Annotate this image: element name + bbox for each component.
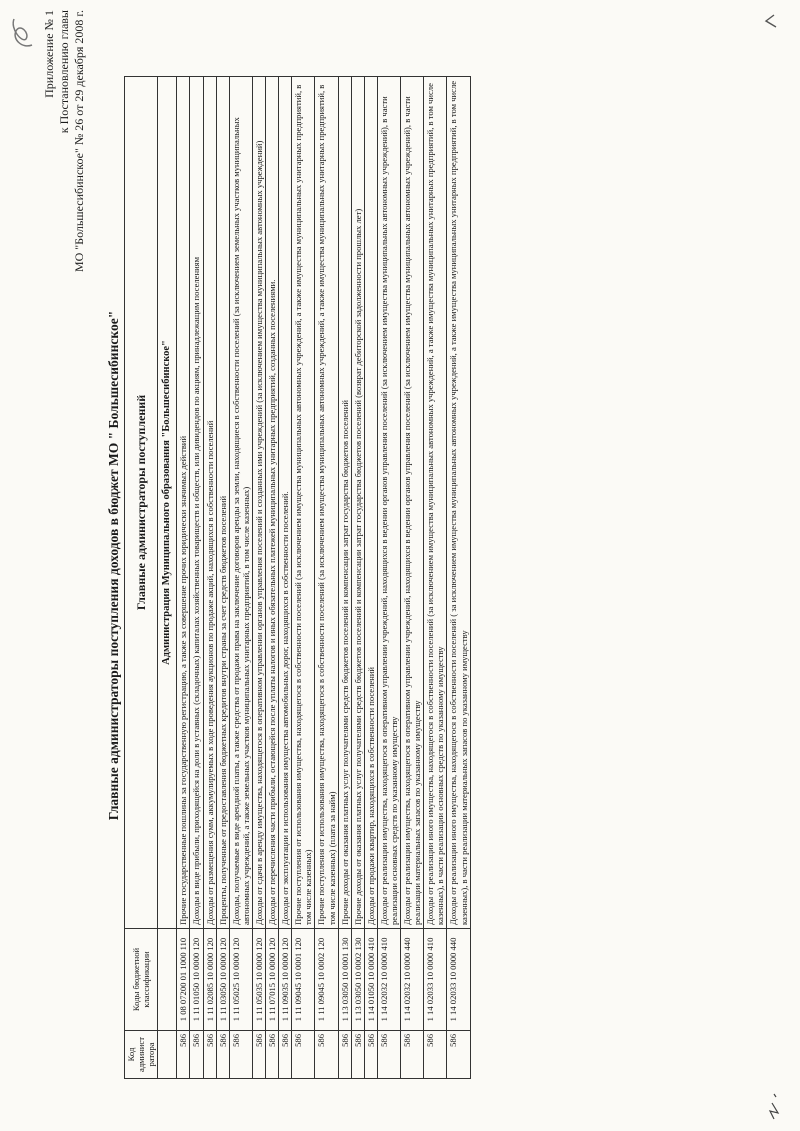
admin-code-cell: 586 [424,1031,447,1079]
administrators-table [124,76,471,1079]
budget-code-cell: 1 14 02032 10 0000 440 [401,929,424,1031]
revenue-name-cell: Доходы от реализации иного имущества, находящегося в собственности поселений (за исключением имущества муниципальных автономных учреждений, а также имущества муниципальных унитарных предприятий, в том числе казенных), в части реализации основных средств по указанному имуществу [424,77,447,929]
admin-code-cell: 586 [229,1031,252,1079]
table-row [252,77,265,1079]
budget-code-cell: 1 14 02033 10 0000 440 [447,929,470,1031]
revenue-name-cell: Доходы, получаемые в виде арендной платы, а также средства от продажи права на заключение договоров аренды за земли, находящиеся в собственности поселений (за исключением земельных участков муниципальных автономных учреждений, а также земельных участков муниципальных унитарных предприятий, в том числе казенных) [229,77,252,929]
admin-code-cell: 586 [252,1031,265,1079]
table-row [266,77,279,1079]
table-row [351,77,364,1079]
table-row [447,77,470,1079]
table-header-row [125,77,158,1079]
table-row [424,77,447,1079]
table-row [315,77,338,1079]
revenue-name-cell: Доходы в виде прибыли, приходящейся на доли в уставных (складочных) капиталах хозяйственных товариществ и обществ, или дивидендов по акциям, принадлежащим поселениям [190,77,203,929]
table-row [177,77,190,1079]
section-empty-cell [158,929,177,1031]
appendix-line-1: Приложение № 1 [42,10,56,98]
page-title: Главные администраторы поступления доходов в бюджет МО " Большесибинское" [106,310,121,821]
admin-code-cell: 586 [315,1031,338,1079]
pen-mark-icon [760,1083,786,1123]
revenue-name-cell: Прочие доходы от оказания платных услуг получателями средств бюджетов поселений и компенсации затрат государства бюджетов поселений (возврат дебиторской задолженности прошлых лет) [351,77,364,929]
table-row [229,77,252,1079]
budget-code-cell: 1 14 02032 10 0000 410 [377,929,400,1031]
table-row [401,77,424,1079]
budget-code-cell: 1 14 01050 10 0000 410 [364,929,377,1031]
table-row [364,77,377,1079]
budget-code-cell: 1 11 02085 10 0000 120 [203,929,216,1031]
admin-code-cell: 586 [203,1031,216,1079]
appendix-note [42,10,87,272]
admin-code-cell: 586 [447,1031,470,1079]
revenue-name-cell: Проценты, полученные от предоставления бюджетных кредитов внутри страны за счет средств бюджетов поселений [216,77,229,929]
budget-code-cell: 1 11 09045 10 0002 120 [315,929,338,1031]
budget-code-cell: 1 11 09035 10 0000 120 [279,929,292,1031]
revenue-name-cell: Прочие поступления от использования имущества, находящегося в собственности поселений (за исключением имущества муниципальных автономных учреждений, а также имущества муниципальных унитарных предприятий, в том числе казенных) [292,77,315,929]
section-title: Администрация Муниципального образования "Большесибинское" [158,77,177,929]
appendix-line-3: МО "Большесибинское" № 26 от 29 декабря 2008 г. [72,10,86,273]
budget-code-cell: 1 14 02033 10 0000 410 [424,929,447,1031]
handwritten-mark-icon [6,13,40,53]
admin-code-cell: 586 [401,1031,424,1079]
budget-code-cell: 1 11 05035 10 0000 120 [252,929,265,1031]
appendix-line-2: к Постановлению главы [57,10,71,134]
budget-code-cell: 1 11 01050 10 0000 120 [190,929,203,1031]
table-row [190,77,203,1079]
admin-code-cell: 586 [377,1031,400,1079]
table-row [377,77,400,1079]
admin-code-cell: 586 [190,1031,203,1079]
table-row [338,77,351,1079]
budget-code-cell: 1 11 07015 10 0000 120 [266,929,279,1031]
admin-code-cell: 586 [338,1031,351,1079]
header-administrators: Главные администраторы поступлений [125,77,158,929]
admin-code-cell: 586 [177,1031,190,1079]
budget-code-cell: 1 11 03050 10 0000 120 [216,929,229,1031]
table-row [216,77,229,1079]
table-row [292,77,315,1079]
revenue-name-cell: Прочие государственные пошлины за государственную регистрацию, а также за совершение прочих юридически значимых действий [177,77,190,929]
header-admin-code: Код админист ратора [125,1031,158,1079]
admin-code-cell: 586 [292,1031,315,1079]
revenue-name-cell: Доходы от реализации иного имущества, находящегося в собственности поселений ( за исключением имущества муниципальных автономных учреждений, а также имущества муниципальных унитарных предприятий, в том числе казенных), в части реализации материальных запасов по указанному имуществу [447,77,470,929]
corner-mark-icon [758,9,780,31]
admin-code-cell: 586 [279,1031,292,1079]
table-row [203,77,216,1079]
revenue-name-cell: Доходы от реализации имущества, находящегося в оперативном управлении учреждений, находящихся в ведении органов управления поселений (за исключением имущества муниципальных автономных учреждений), в части реализации основных средств по указанному имуществу [377,77,400,929]
revenue-name-cell: Доходы от размещения сумм, аккумулируемых в ходе проведения аукционов по продаже акций, находящихся в собственности поселений [203,77,216,929]
table-row [279,77,292,1079]
admin-code-cell: 586 [364,1031,377,1079]
budget-code-cell: 1 13 03050 10 0001 130 [338,929,351,1031]
header-budget-codes: Коды бюджетной классификации [125,929,158,1031]
admin-code-cell: 586 [351,1031,364,1079]
section-row [158,77,177,1079]
revenue-name-cell: Доходы от эксплуатации и использования имущества автомобильных дорог, находящихся в собственности поселений. [279,77,292,929]
admin-code-cell: 586 [266,1031,279,1079]
revenue-name-cell: Доходы от продажи квартир, находящихся в собственности поселений [364,77,377,929]
budget-code-cell: 1 11 09045 10 0001 120 [292,929,315,1031]
admin-code-cell: 586 [216,1031,229,1079]
revenue-name-cell: Прочие доходы от оказания платных услуг получателями средств бюджетов поселений и компенсации затрат государства бюджетов поселений [338,77,351,929]
section-empty-cell [158,1031,177,1079]
revenue-name-cell: Доходы от сдачи в аренду имущества, находящегося в оперативном управлении органов управления поселений и созданных ими учреждений (за исключением имущества муниципальных автономных учреждений) [252,77,265,929]
budget-code-cell: 1 11 05025 10 0000 120 [229,929,252,1031]
revenue-name-cell: Доходы от реализации имущества, находящегося в оперативном управлении учреждений, находящихся в ведении органов управления поселений (за исключением имущества муниципальных автономных учреждений), в части реализации материальных запасов по указанному имуществу [401,77,424,929]
budget-code-cell: 1 13 03050 10 0002 130 [351,929,364,1031]
revenue-name-cell: Прочие поступления от использования имущества, находящегося в собственности поселений (за исключением имущества муниципальных автономных учреждений, а также имущества муниципальных унитарных предприятий, в том числе казенных) (плата за найм) [315,77,338,929]
budget-code-cell: 1 08 07200 01 1000 110 [177,929,190,1031]
revenue-name-cell: Доходы от перечисления части прибыли, остающейся после уплаты налогов и иных обязательных платежей муниципальных унитарных предприятий, созданных поселениями. [266,77,279,929]
